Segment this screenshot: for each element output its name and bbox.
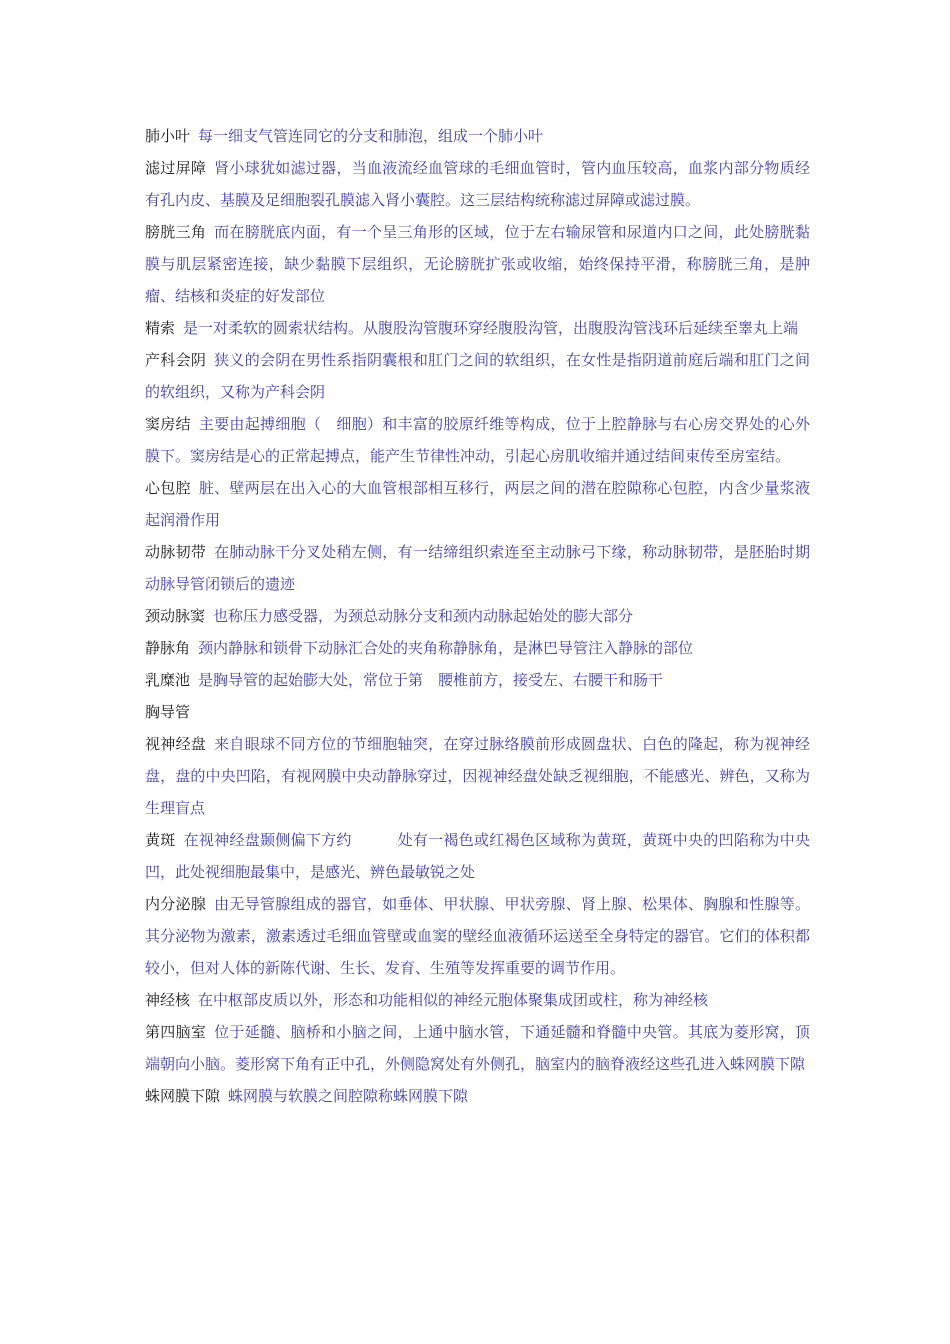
glossary-entry (145, 536, 810, 600)
entry-definition: 在视神经盘颞侧偏下方约 处有一褐色或红褐色区域称为黄斑，黄斑中央的凹陷称为中央凹，此处视细胞最集中，是感光、辨色最敏锐之处 (145, 831, 810, 881)
glossary-entry (145, 888, 810, 984)
entry-term: 动脉韧带 (145, 543, 207, 561)
entry-definition: 颈内静脉和锁骨下动脉汇合处的夹角称静脉角，是淋巴导管注入静脉的部位 (198, 639, 694, 657)
entry-definition: 位于延髓、脑桥和小脑之间，上通中脑水管，下通延髓和脊髓中央管。其底为菱形窝，顶端朝向小脑。菱形窝下角有正中孔，外侧隐窝处有外侧孔，脑室内的脑脊液经这些孔进入蛛网膜下隙 (145, 1023, 810, 1073)
entry-definition: 来自眼球不同方位的节细胞轴突，在穿过脉络膜前形成圆盘状、白色的隆起，称为视神经盘，盘的中央凹陷，有视网膜中央动静脉穿过，因视神经盘处缺乏视细胞，不能感光、辨色，又称为生理盲点 (145, 735, 810, 817)
entry-term: 神经核 (145, 991, 191, 1009)
glossary-entry (145, 152, 810, 216)
entry-term: 乳糜池 (145, 671, 191, 689)
glossary-entry (145, 664, 810, 696)
glossary-entry (145, 696, 810, 728)
entry-term: 第四脑室 (145, 1023, 207, 1041)
document-body (145, 120, 810, 1112)
entry-term: 静脉角 (145, 639, 191, 657)
entry-definition: 主要由起搏细胞（ 细胞）和丰富的胶原纤维等构成，位于上腔静脉与右心房交界处的心外膜下。窦房结是心的正常起搏点，能产生节律性冲动，引起心房肌收缩并通过结间束传至房室结。 (145, 415, 810, 465)
glossary-entry (145, 600, 810, 632)
entry-definition: 脏、壁两层在出入心的大血管根部相互移行，两层之间的潜在腔隙称心包腔，内含少量浆液起润滑作用 (145, 479, 810, 529)
entry-definition: 是一对柔软的圆索状结构。从腹股沟管腹环穿经腹股沟管，出腹股沟管浅环后延续至睾丸上端 (183, 319, 799, 337)
glossary-entry (145, 632, 810, 664)
glossary-entry (145, 728, 810, 824)
entry-definition: 而在膀胱底内面，有一个呈三角形的区域，位于左右输尿管和尿道内口之间，此处膀胱黏膜与肌层紧密连接，缺少黏膜下层组织，无论膀胱扩张或收缩，始终保持平滑，称膀胱三角，是肿瘤、结核和炎症的好发部位 (145, 223, 810, 305)
glossary-entry (145, 824, 810, 888)
glossary-entry (145, 472, 810, 536)
glossary-entry (145, 312, 810, 344)
glossary-entry (145, 408, 810, 472)
entry-term: 心包腔 (145, 479, 191, 497)
glossary-entry (145, 1016, 810, 1080)
entry-term: 精索 (145, 319, 176, 337)
entry-definition: 也称压力感受器，为颈总动脉分支和颈内动脉起始处的膨大部分 (213, 607, 634, 625)
entry-term: 窦房结 (145, 415, 191, 433)
entry-term: 肺小叶 (145, 127, 191, 145)
entry-term: 黄斑 (145, 831, 176, 849)
entry-definition: 在肺动脉干分叉处稍左侧，有一结缔组织索连至主动脉弓下缘，称动脉韧带，是胚胎时期动脉导管闭锁后的遗迹 (145, 543, 810, 593)
glossary-entry (145, 120, 810, 152)
glossary-entry (145, 216, 810, 312)
entry-definition: 在中枢部皮质以外，形态和功能相似的神经元胞体聚集成团或柱，称为神经核 (198, 991, 709, 1009)
entry-definition: 狭义的会阴在男性系指阴囊根和肛门之间的软组织，在女性是指阴道前庭后端和肛门之间的软组织，又称为产科会阴 (145, 351, 810, 401)
glossary-entry (145, 344, 810, 408)
entry-term: 内分泌腺 (145, 895, 207, 913)
glossary-entry (145, 1080, 810, 1112)
entry-definition: 蛛网膜与软膜之间腔隙称蛛网膜下隙 (228, 1087, 469, 1105)
entry-term: 滤过屏障 (145, 159, 207, 177)
entry-term: 胸导管 (145, 703, 191, 721)
entry-term: 产科会阴 (145, 351, 207, 369)
entry-term: 颈动脉窦 (145, 607, 206, 625)
glossary-entry (145, 984, 810, 1016)
entry-definition: 是胸导管的起始膨大处，常位于第 腰椎前方，接受左、右腰干和肠干 (198, 671, 664, 689)
entry-term: 蛛网膜下隙 (145, 1087, 221, 1105)
entry-term: 视神经盘 (145, 735, 207, 753)
entry-definition: 每一细支气管连同它的分支和肺泡，组成一个肺小叶 (198, 127, 544, 145)
entry-definition: 肾小球犹如滤过器，当血液流经血管球的毛细血管时，管内血压较高，血浆内部分物质经有孔内皮、基膜及足细胞裂孔膜滤入肾小囊腔。这三层结构统称滤过屏障或滤过膜。 (145, 159, 810, 209)
entry-term: 膀胱三角 (145, 223, 207, 241)
entry-definition: 由无导管腺组成的器官，如垂体、甲状腺、甲状旁腺、肾上腺、松果体、胸腺和性腺等。其分泌物为激素，激素透过毛细血管壁或血窦的壁经血液循环运送至全身特定的器官。它们的体积都较小，但对人体的新陈代谢、生长、发育、生殖等发挥重要的调节作用。 (145, 895, 810, 977)
